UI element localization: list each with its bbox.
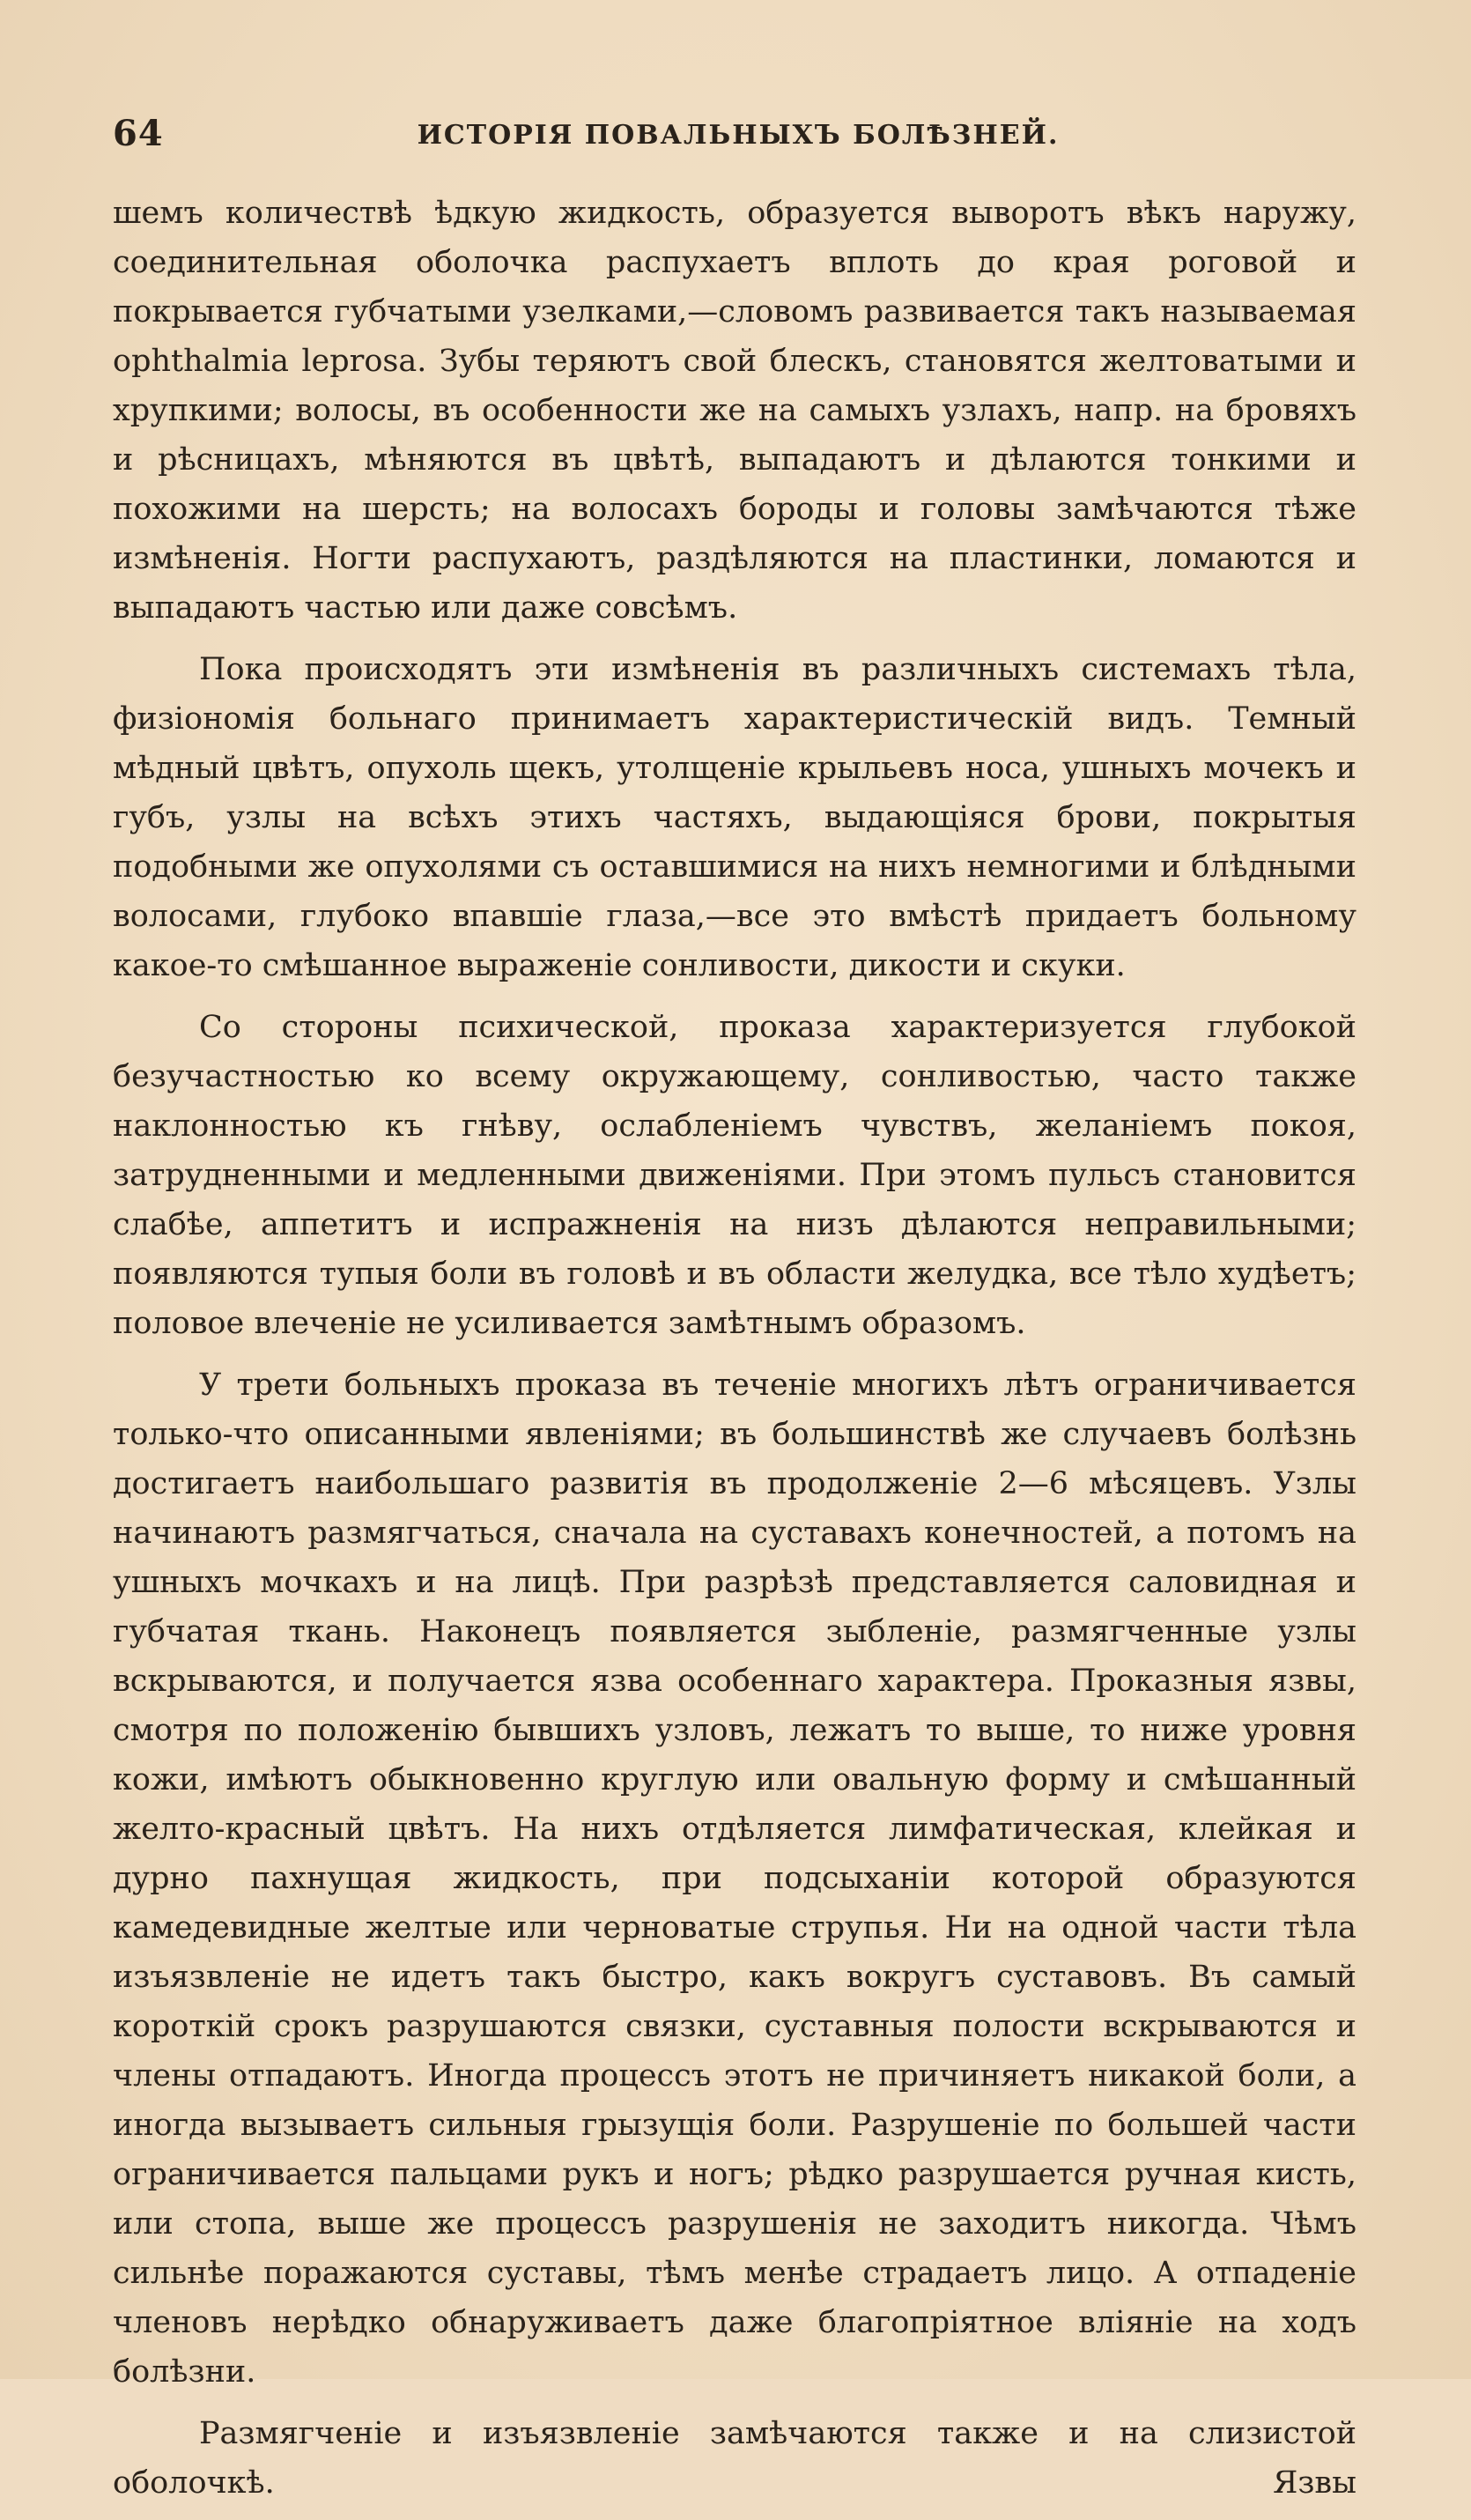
paragraph: Размягченіе и изъязвленіе замѣчаются также и на слизистой оболочкѣ. Язвы [113, 2416, 1356, 2501]
paragraph: У трети больныхъ проказа въ теченіе многихъ лѣтъ ограничивается только-что описанными явленіями; въ большинствѣ же случаевъ болѣзнь достигаетъ наибольшаго развитія въ продолженіе 2—6 мѣсяцевъ. Узлы начинаютъ размягчаться, сначала на суставахъ конечностей, а потомъ на ушныхъ мочкахъ и на лицѣ. При разрѣзѣ представляется саловидная и губчатая ткань. Наконецъ появляется зыбленіе, размягченные узлы вскрываются, и получается язва особеннаго характера. Проказныя язвы, смотря по положенію бывшихъ узловъ, лежатъ то выше, то ниже уровня кожи, имѣютъ обыкновенно круглую или овальную форму и смѣшанный желто-красный цвѣтъ. На нихъ отдѣляется лимфатическая, клейкая и дурно пахнущая жидкость, при подсыханіи которой образуются камедевидные желтые или черноватые струпья. Ни на одной части тѣла изъязвленіе не идетъ такъ быстро, какъ вокругъ суставовъ. Въ самый короткій срокъ разрушаются связки, суставныя полости вскрываются и члены отпадаютъ. Иногда процессъ этотъ не причиняетъ никакой боли, а иногда вызываетъ сильныя грызущія боли. Разрушеніе по большей части ограничивается пальцами рукъ и ногъ; рѣдко разрушается ручная кисть, или стопа, выше же процессъ разрушенія не заходитъ никогда. Чѣмъ сильнѣе поражаются суставы, тѣмъ менѣе страдаетъ лицо. А отпаденіе членовъ нерѣдко обнаруживаетъ даже благопріятное вліяніе на ходъ болѣзни. [113, 1367, 1356, 2390]
running-title: ИСТОРІЯ ПОВАЛЬНЫХЪ БОЛѢЗНЕЙ. [417, 120, 1060, 151]
page-header [113, 113, 1364, 157]
paragraph: Со стороны психической, проказа характеризуется глубокой безучастностью ко всему окружающему, сонливостью, часто также наклонностью къ гнѣву, ослабленіемъ чувствъ, желаніемъ покоя, затрудненными и медленными движеніями. При этомъ пульсъ становится слабѣе, аппетитъ и испражненія на низъ дѣлаются неправильными; появляются тупыя боли въ головѣ и въ области желудка, все тѣло худѣетъ; половое влеченіе не усиливается замѣтнымъ образомъ. [113, 1010, 1356, 1341]
paragraph: шемъ количествѣ ѣдкую жидкость, образуется выворотъ вѣкъ наружу, соединительная оболочка распухаетъ вплоть до края роговой и покрывается губчатыми узелками,—словомъ развивается такъ называемая ophthalmia leprosa. Зубы теряютъ свой блескъ, становятся желтоватыми и хрупкими; волосы, въ особенности же на самыхъ узлахъ, напр. на бровяхъ и рѣсницахъ, мѣняются въ цвѣтѣ, выпадаютъ и дѣлаются тонкими и похожими на шерсть; на волосахъ бороды и головы замѣчаются тѣже измѣненія. Ногти распухаютъ, раздѣляются на пластинки, ломаются и выпадаютъ частью или даже совсѣмъ. [113, 196, 1356, 626]
paragraph: Пока происходятъ эти измѣненія въ различныхъ системахъ тѣла, физіономія больнаго принимаетъ характеристическій видъ. Темный мѣдный цвѣтъ, опухоль щекъ, утолщеніе крыльевъ носа, ушныхъ мочекъ и губъ, узлы на всѣхъ этихъ частяхъ, выдающіяся брови, покрытыя подобными же опухолями съ оставшимися на нихъ немногими и блѣдными волосами, глубоко впавшіе глаза,—все это вмѣстѣ придаетъ больному какое-то смѣшанное выраженіе сонливости, дикости и скуки. [113, 652, 1356, 983]
page-body [113, 189, 1356, 2520]
page-number: 64 [113, 113, 164, 154]
